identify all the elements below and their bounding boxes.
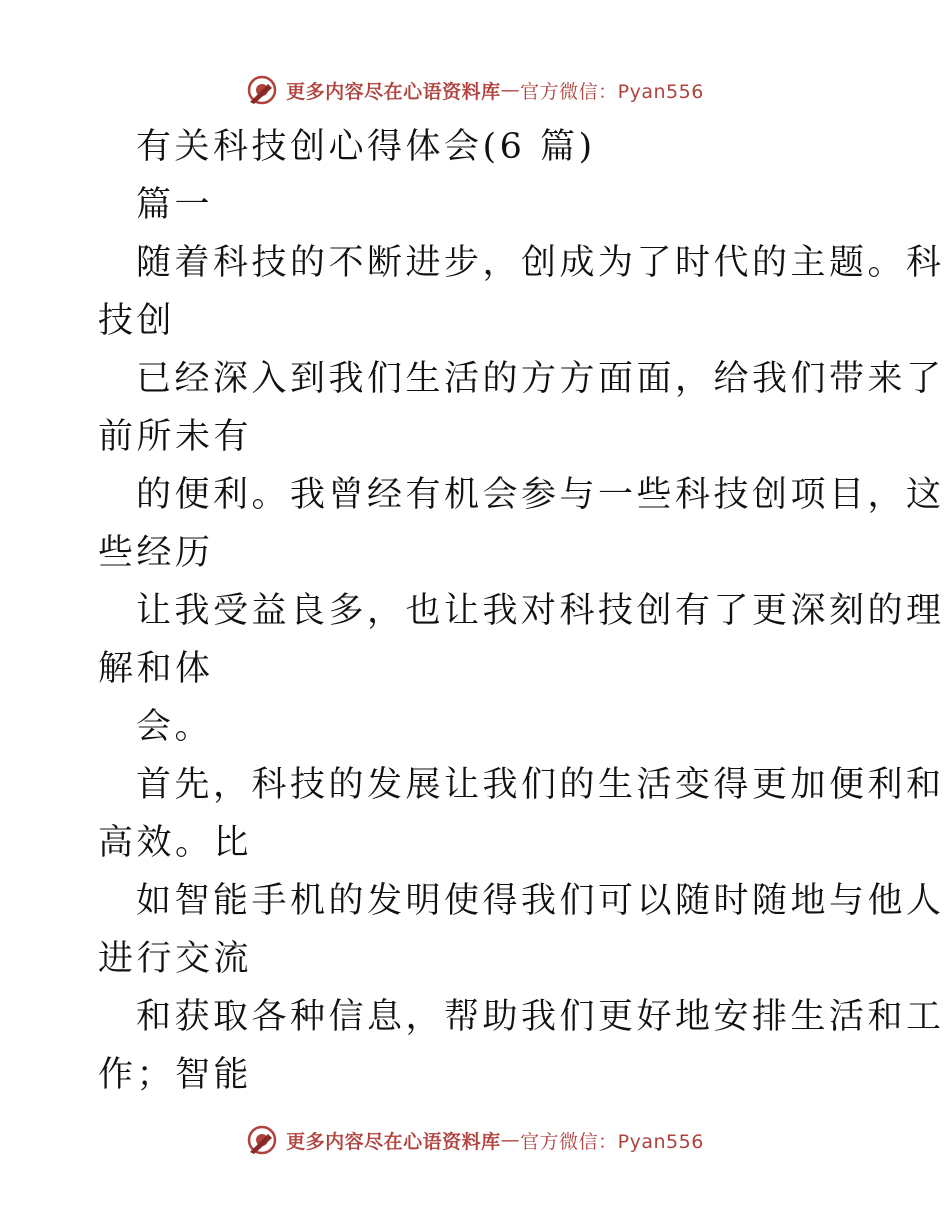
text-line: 进行交流 [98,939,253,979]
text-line: 随着科技的不断进步，创成为了时代的主题。科 [136,243,945,283]
header-watermark-banner [0,70,950,110]
text-line: 解和体 [98,649,214,689]
text-line: 作；智能 [98,1055,253,1095]
banner-contact-text: 官方微信：Pyan556 [520,1130,704,1153]
banner-separator: — [500,1129,521,1151]
text-line: 高效。比 [98,823,253,863]
pen-logo-icon [246,74,278,106]
document-title: 有关科技创心得体会(6 篇) [136,127,596,167]
text-line: 的便利。我曾经有机会参与一些科技创项目，这 [136,475,945,515]
text-line: 让我受益良多，也让我对科技创有了更深刻的理 [136,591,945,631]
text-line: 些经历 [98,533,214,573]
text-line: 已经深入到我们生活的方方面面，给我们带来了 [136,359,945,399]
text-line: 和获取各种信息，帮助我们更好地安排生活和工 [136,997,945,1037]
text-line: 篇一 [136,185,214,225]
banner-contact-text: 官方微信：Pyan556 [520,80,704,103]
text-line: 技创 [98,301,176,341]
text-line: 会。 [136,707,214,747]
text-line: 首先，科技的发展让我们的生活变得更加便利和 [136,765,945,805]
banner-brand-text: 更多内容尽在心语资料库 [286,1130,501,1153]
banner-brand-text: 更多内容尽在心语资料库 [286,80,501,103]
text-line: 如智能手机的发明使得我们可以随时随地与他人 [136,881,945,921]
text-line: 前所未有 [98,417,253,457]
pen-logo-icon [246,1124,278,1156]
banner-separator: — [500,79,521,101]
footer-watermark-banner [0,1120,950,1160]
document-body [98,118,945,1104]
